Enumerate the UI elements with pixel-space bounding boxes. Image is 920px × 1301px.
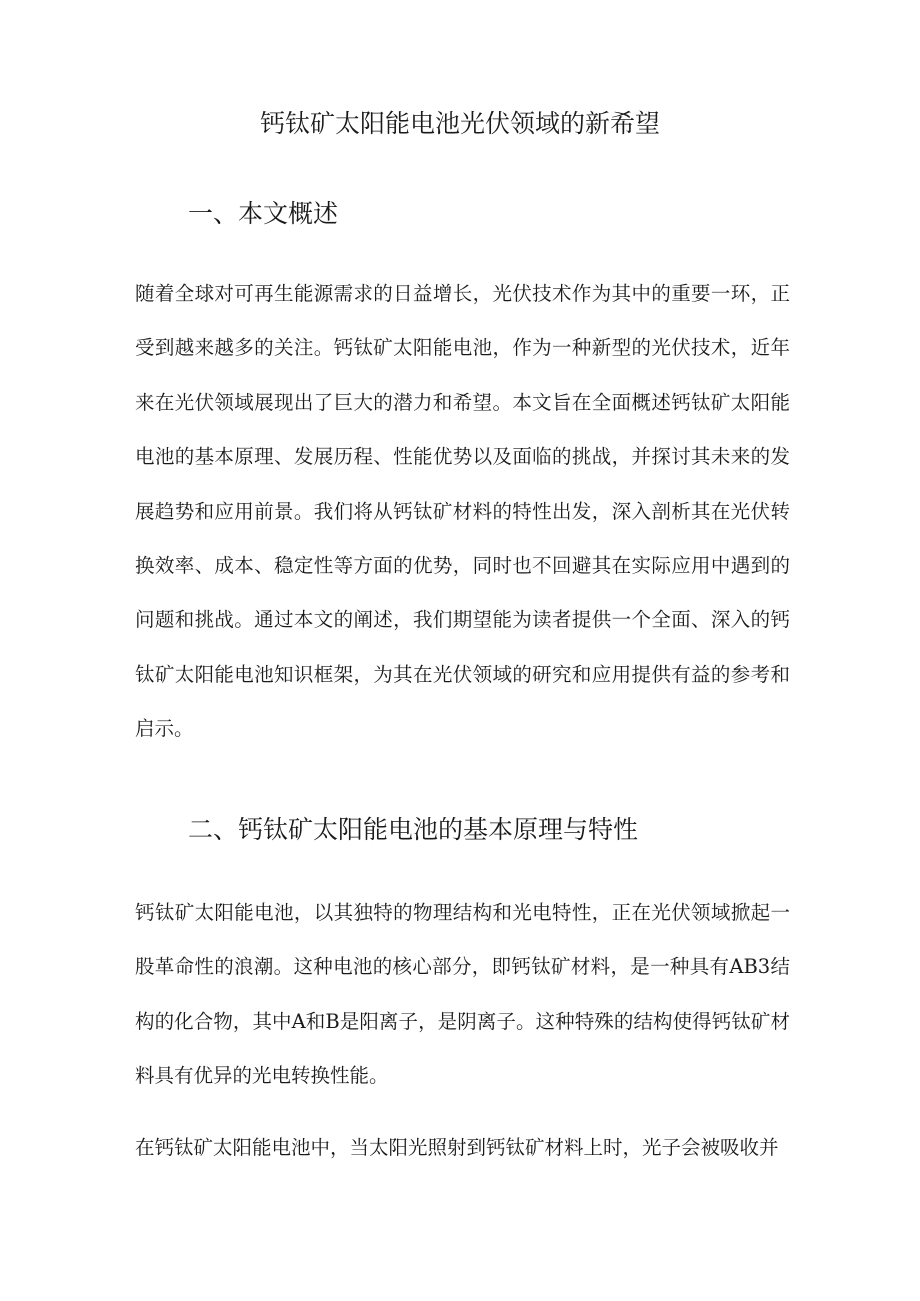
section-heading-principles: 二、钙钛矿太阳能电池的基本原理与特性	[188, 815, 639, 844]
paragraph-principles-2: 在钙钛矿太阳能电池中，当太阳光照射到钙钛矿材料上时，光子会被吸收并	[135, 1136, 779, 1159]
section-heading-overview: 一、本文概述	[188, 199, 339, 228]
document-title: 钙钛矿太阳能电池光伏领域的新希望	[259, 109, 660, 138]
paragraph-principles-1: 钙钛矿太阳能电池，以其独特的物理结构和光电特性，正在光伏领域掀起一股革命性的浪潮。这种电池的核心部分，即钙钛矿材料，是一种具有AB3结构的化合物，其中A和B是阳离子，是阴离子。这种特殊的结构使得钙钛矿材料具有优异的光电转换性能。	[135, 901, 790, 1088]
paragraph-overview: 随着全球对可再生能源需求的日益增长，光伏技术作为其中的重要一环，正受到越来越多的关注。钙钛矿太阳能电池，作为一种新型的光伏技术，近年来在光伏领域展现出了巨大的潜力和希望。本文旨在全面概述钙钛矿太阳能电池的基本原理、发展历程、性能优势以及面临的挑战，并探讨其未来的发展趋势和应用前景。我们将从钙钛矿材料的特性出发，深入剖析其在光伏转换效率、成本、稳定性等方面的优势，同时也不回避其在实际应用中遇到的问题和挑战。通过本文的阐述，我们期望能为读者提供一个全面、深入的钙钛矿太阳能电池知识框架，为其在光伏领域的研究和应用提供有益的参考和启示。	[135, 282, 790, 741]
